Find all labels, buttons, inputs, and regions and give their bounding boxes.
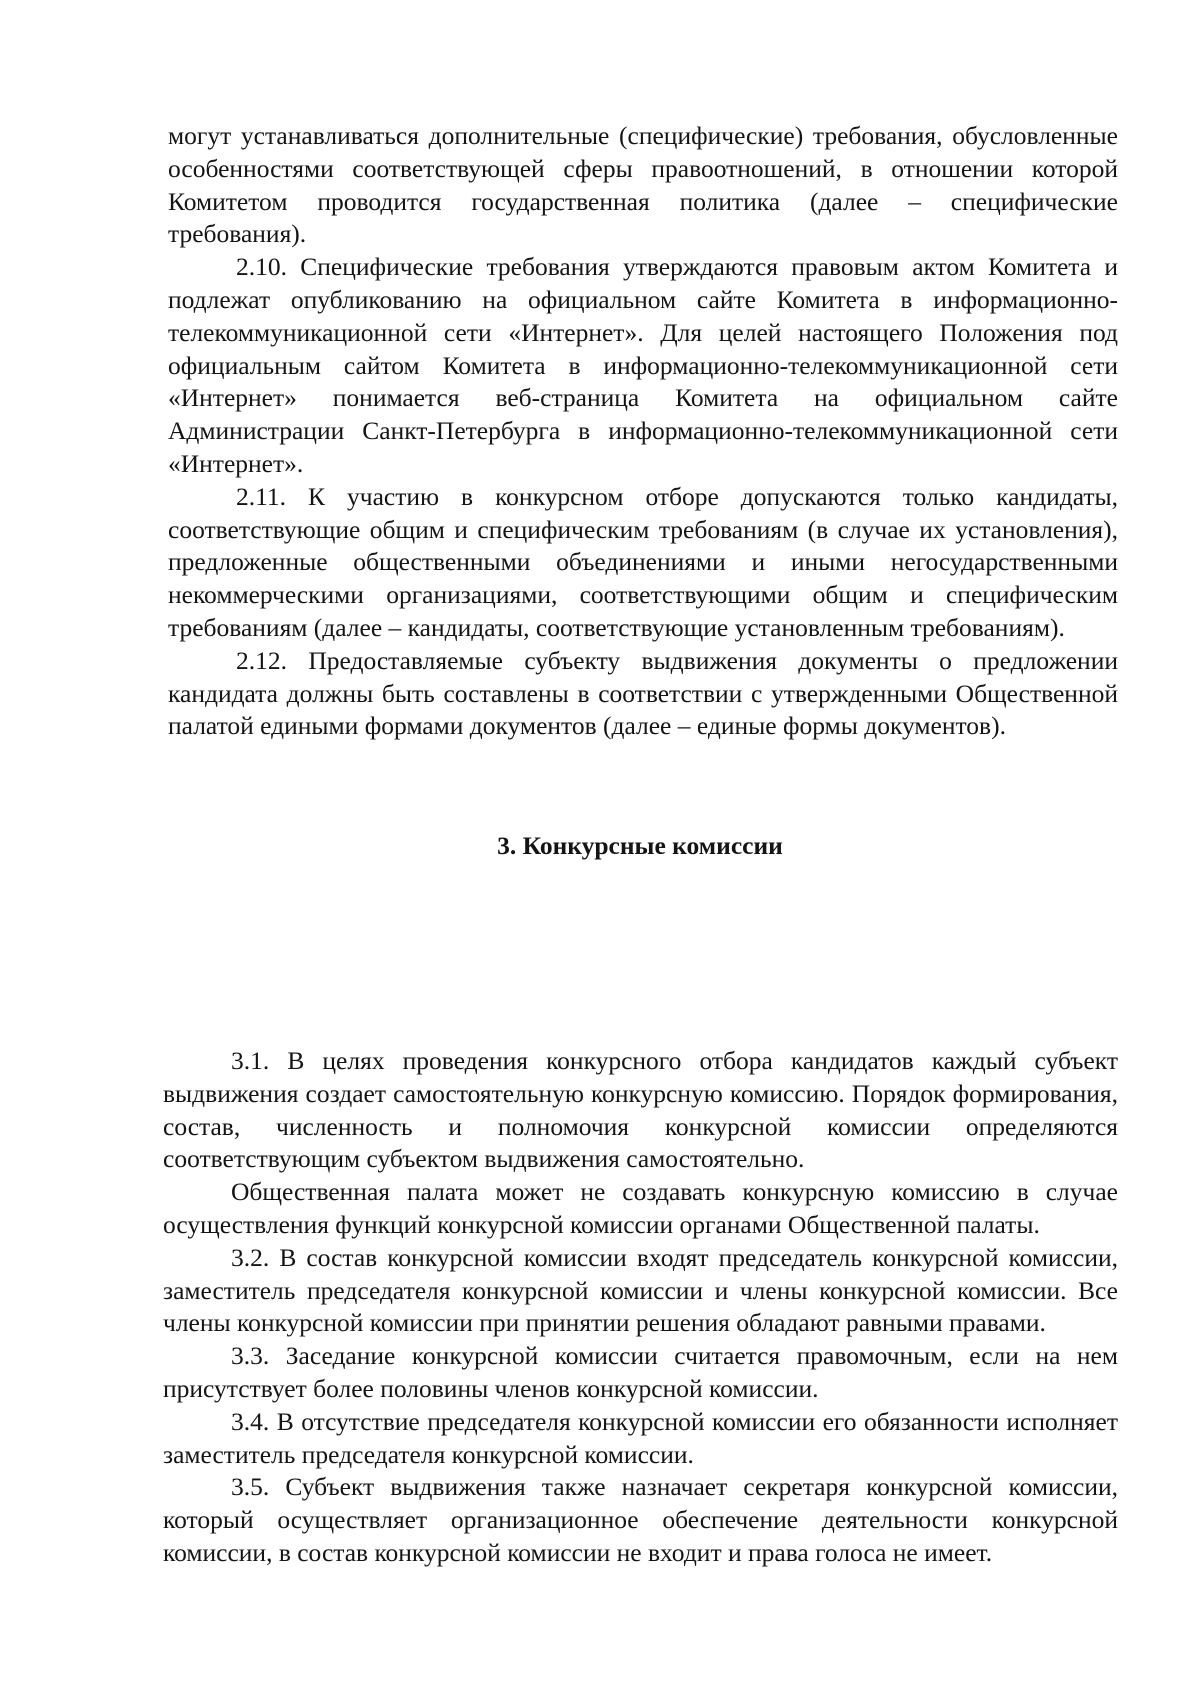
section-2-continuation	[168, 120, 1118, 743]
paragraph-2-10: 2.10. Специфические требования утверждаются правовым актом Комитета и подлежат опубликованию на официальном сайте Комитета в информационно-телекоммуникационной сети «Интернет». Для целей настоящего Положения под официальным сайтом Комитета в информационно-телекоммуникационной сети «Интернет» понимается веб-страница Комитета на официальном сайте Администрации Санкт-Петербурга в информационно-телекоммуникационной сети «Интернет».	[168, 252, 1118, 478]
paragraph-3-1-note: Общественная палата может не создавать конкурсную комиссию в случае осуществления функций конкурсной комиссии органами Общественной палаты.	[163, 1177, 1118, 1239]
paragraph-3-3: 3.3. Заседание конкурсной комиссии считается правомочным, если на нем присутствует более половины членов конкурсной комиссии.	[163, 1341, 1118, 1403]
paragraph-2-9-continuation: могут устанавливаться дополнительные (специфические) требования, обусловленные особенностями соответствующей сферы правоотношений, в отношении которой Комитетом проводится государственная политика (далее – специфические требования).	[168, 121, 1118, 249]
paragraph-2-12: 2.12. Предоставляемые субъекту выдвижения документы о предложении кандидата должны быть составлены в соответствии с утвержденными Общественной палатой едиными формами документов (далее – единые формы документов).	[168, 645, 1118, 741]
paragraph-3-2: 3.2. В состав конкурсной комиссии входят председатель конкурсной комиссии, заместитель председателя конкурсной комиссии и члены конкурсной комиссии. Все члены конкурсной комиссии при принятии решения обладают равными правами.	[163, 1242, 1118, 1338]
paragraph-3-5: 3.5. Субъект выдвижения также назначает секретаря конкурсной комиссии, который осуществляет организационное обеспечение деятельности конкурсной комиссии, в состав конкурсной комиссии не входит и права голоса не имеет.	[163, 1472, 1118, 1567]
section-3-heading: 3. Конкурсные комиссии	[497, 831, 783, 860]
paragraph-3-4: 3.4. В отсутствие председателя конкурсной комиссии его обязанности исполняет заместитель председателя конкурсной комиссии.	[163, 1406, 1118, 1469]
paragraph-3-1: 3.1. В целях проведения конкурсного отбора кандидатов каждый субъект выдвижения создает самостоятельную конкурсную комиссию. Порядок формирования, состав, численность и полномочия конкурсной комиссии определяются соответствующим субъектом выдвижения самостоятельно.	[163, 1046, 1118, 1174]
paragraph-2-11: 2.11. К участию в конкурсном отборе допускаются только кандидаты, соответствующие общим и специфическим требованиям (в случае их установления), предложенные общественными объединениями и иными негосударственными некоммерческими организациями, соответствующими общим и специфическим требованиям (далее – кандидаты, соответствующие установленным требованиям).	[168, 481, 1118, 642]
section-3-body	[163, 1045, 1118, 1570]
